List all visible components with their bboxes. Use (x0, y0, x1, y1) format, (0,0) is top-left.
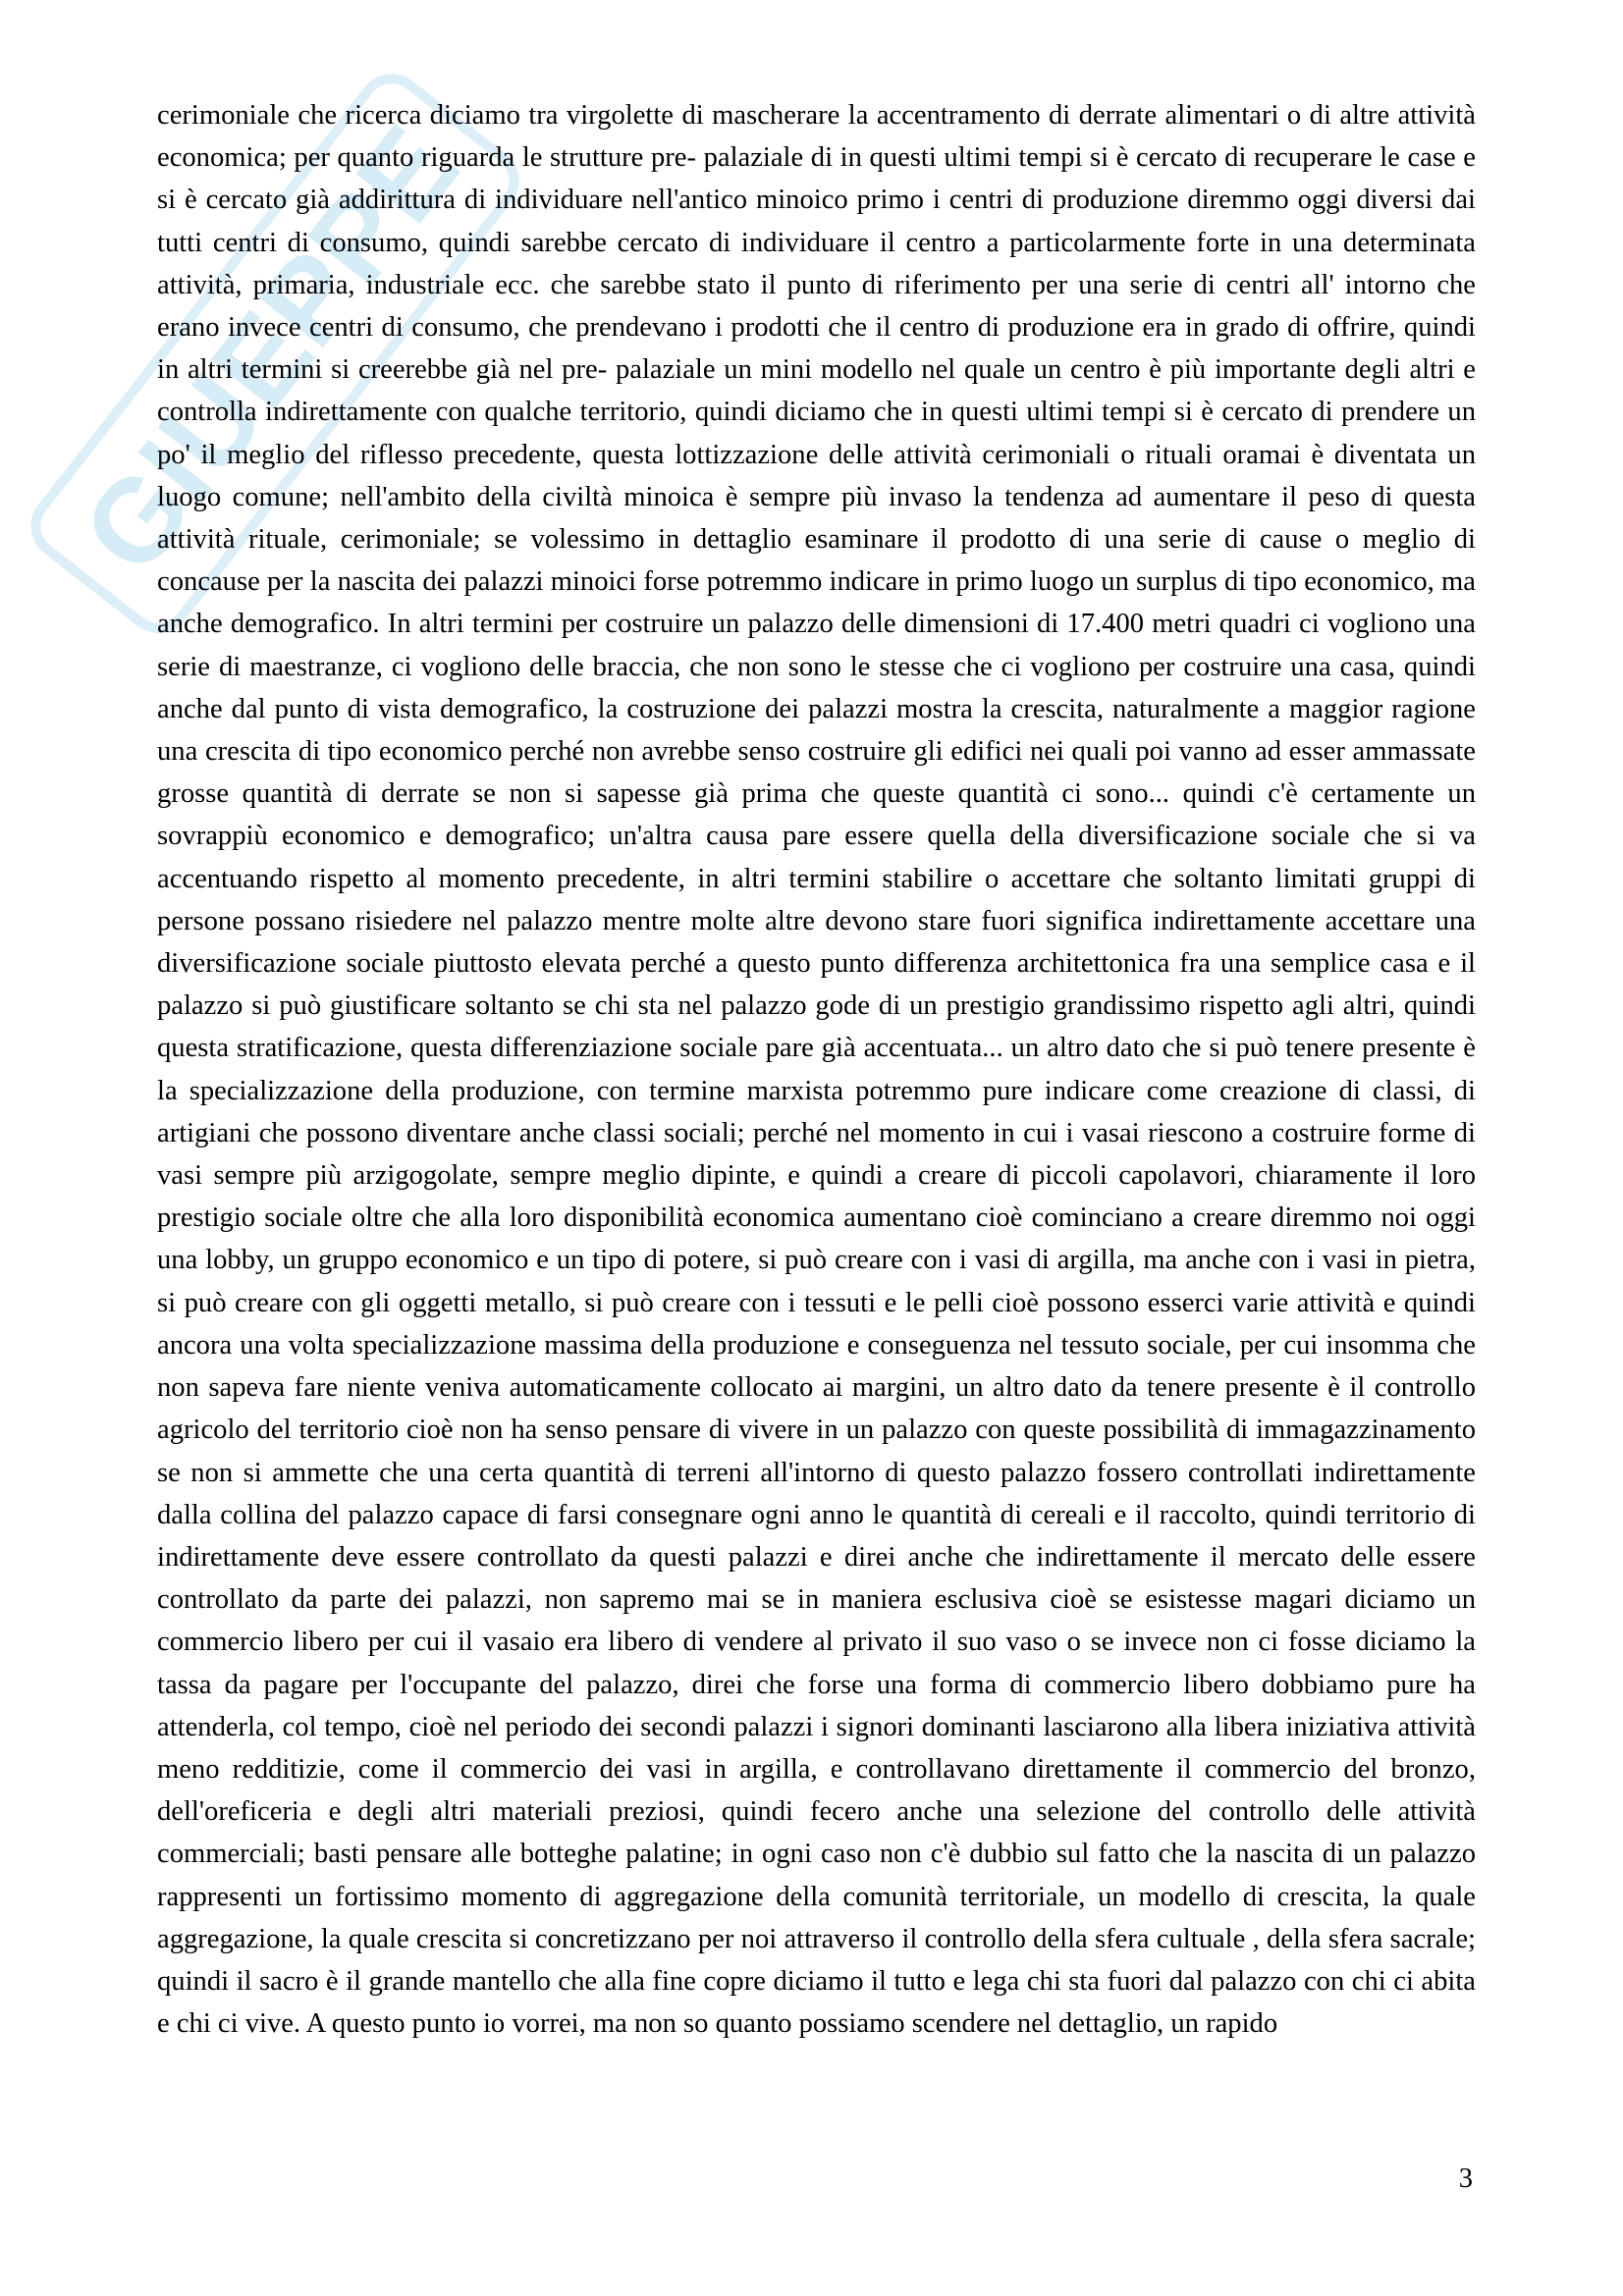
page-number: 3 (1458, 2163, 1473, 2194)
watermark-text: GIUEPPE (57, 102, 484, 597)
body-paragraph: cerimoniale che ricerca diciamo tra virgolette di mascherare la accentramento di derrate alimentari o di altre attività economica; per quanto riguarda le strutture pre- palaziale di in questi ultimi tempi si è cercato di recuperare le case e si è cercato già addirittura di individuare nell'antico minoico primo i centri di produzione diremmo oggi diversi dai tutti centri di consumo, quindi sarebbe cercato di individuare il centro a particolarmente forte in una determinata attività, primaria, industriale ecc. che sarebbe stato il punto di riferimento per una serie di centri all' intorno che erano invece centri di consumo, che prendevano i prodotti che il centro di produzione era in grado di offrire, quindi in altri termini si creerebbe già nel pre- palaziale un mini modello nel quale un centro è più importante degli altri e controlla indirettamente con qualche territorio, quindi diciamo che in questi ultimi tempi si è cercato di prendere un po' il meglio del riflesso precedente, questa lottizzazione delle attività cerimoniali o rituali oramai è diventata un luogo comune; nell'ambito della civiltà minoica è sempre più invaso la tendenza ad aumentare il peso di questa attività rituale, cerimoniale; se volessimo in dettaglio esaminare il prodotto di una serie di cause o meglio di concause per la nascita dei palazzi minoici forse potremmo indicare in primo luogo un surplus di tipo economico, ma anche demografico. In altri termini per costruire un palazzo delle dimensioni di 17.400 metri quadri ci vogliono una serie di maestranze, ci vogliono delle braccia, che non sono le stesse che ci vogliono per costruire una casa, quindi anche dal punto di vista demografico, la costruzione dei palazzi mostra la crescita, naturalmente a maggior ragione una crescita di tipo economico perché non avrebbe senso costruire gli edifici nei quali poi vanno ad esser ammassate grosse quantità di derrate se non si sapesse già prima che queste quantità ci sono... quindi c'è certamente un sovrappiù economico e demografico; un'altra causa pare essere quella della diversificazione sociale che si va accentuando rispetto al momento precedente, in altri termini stabilire o accettare che soltanto limitati gruppi di persone possano risiedere nel palazzo mentre molte altre devono stare fuori significa indirettamente accettare una diversificazione sociale piuttosto elevata perché a questo punto differenza architettonica fra una semplice casa e il palazzo si può giustificare soltanto se chi sta nel palazzo gode di un prestigio grandissimo rispetto agli altri, quindi questa stratificazione, questa differenziazione sociale pare già accentuata... un altro dato che si può tenere presente è la specializzazione della produzione, con termine marxista potremmo pure indicare come creazione di classi, di artigiani che possono diventare anche classi sociali; perché nel momento in cui i vasai riescono a costruire forme di vasi sempre più arzigogolate, sempre meglio dipinte, e quindi a creare di piccoli capolavori, chiaramente il loro prestigio sociale oltre che alla loro disponibilità economica aumentano cioè cominciano a creare diremmo noi oggi una lobby, un gruppo economico e un tipo di potere, si può creare con i vasi di argilla, ma anche con i vasi in pietra, si può creare con gli oggetti metallo, si può creare con i tessuti e le pelli cioè possono esserci varie attività e quindi ancora una volta specializzazione massima della produzione e conseguenza nel tessuto sociale, per cui insomma che non sapeva fare niente veniva automaticamente collocato ai margini, un altro dato da tenere presente è il controllo agricolo del territorio cioè non ha senso pensare di vivere in un palazzo con queste possibilità di immagazzinamento se non si ammette che una certa quantità di terreni all'intorno di questo palazzo fossero controllati indirettamente dalla collina del palazzo capace di farsi consegnare ogni anno le quantità di cereali e il raccolto, quindi territorio di indirettamente deve essere controllato da questi palazzi e direi anche che indirettamente il mercato delle essere controllato da parte dei palazzi, non sapremo mai se in maniera esclusiva cioè se esistesse magari diciamo un commercio libero per cui il vasaio era libero di vendere al privato il suo vaso o se invece non ci fosse diciamo la tassa da pagare per l'occupante del palazzo, direi che forse una forma di commercio libero dobbiamo pure ha attenderla, col tempo, cioè nel periodo dei secondi palazzi i signori dominanti lasciarono alla libera iniziativa attività meno redditizie, come il commercio dei vasi in argilla, e controllavano direttamente il commercio del bronzo, dell'oreficeria e degli altri materiali preziosi, quindi fecero anche una selezione del controllo delle attività commerciali; basti pensare alle botteghe palatine; in ogni caso non c'è dubbio sul fatto che la nascita di un palazzo rappresenti un fortissimo momento di aggregazione della comunità territoriale, un modello di crescita, la quale aggregazione, la quale crescita si concretizzano per noi attraverso il controllo della sfera cultuale , della sfera sacrale; quindi il sacro è il grande mantello che alla fine copre diciamo il tutto e lega chi sta fuori dal palazzo con chi ci abita e chi ci vive. A questo punto io vorrei, ma non so quanto possiamo scendere nel dettaglio, un rapido (157, 100, 1476, 2040)
